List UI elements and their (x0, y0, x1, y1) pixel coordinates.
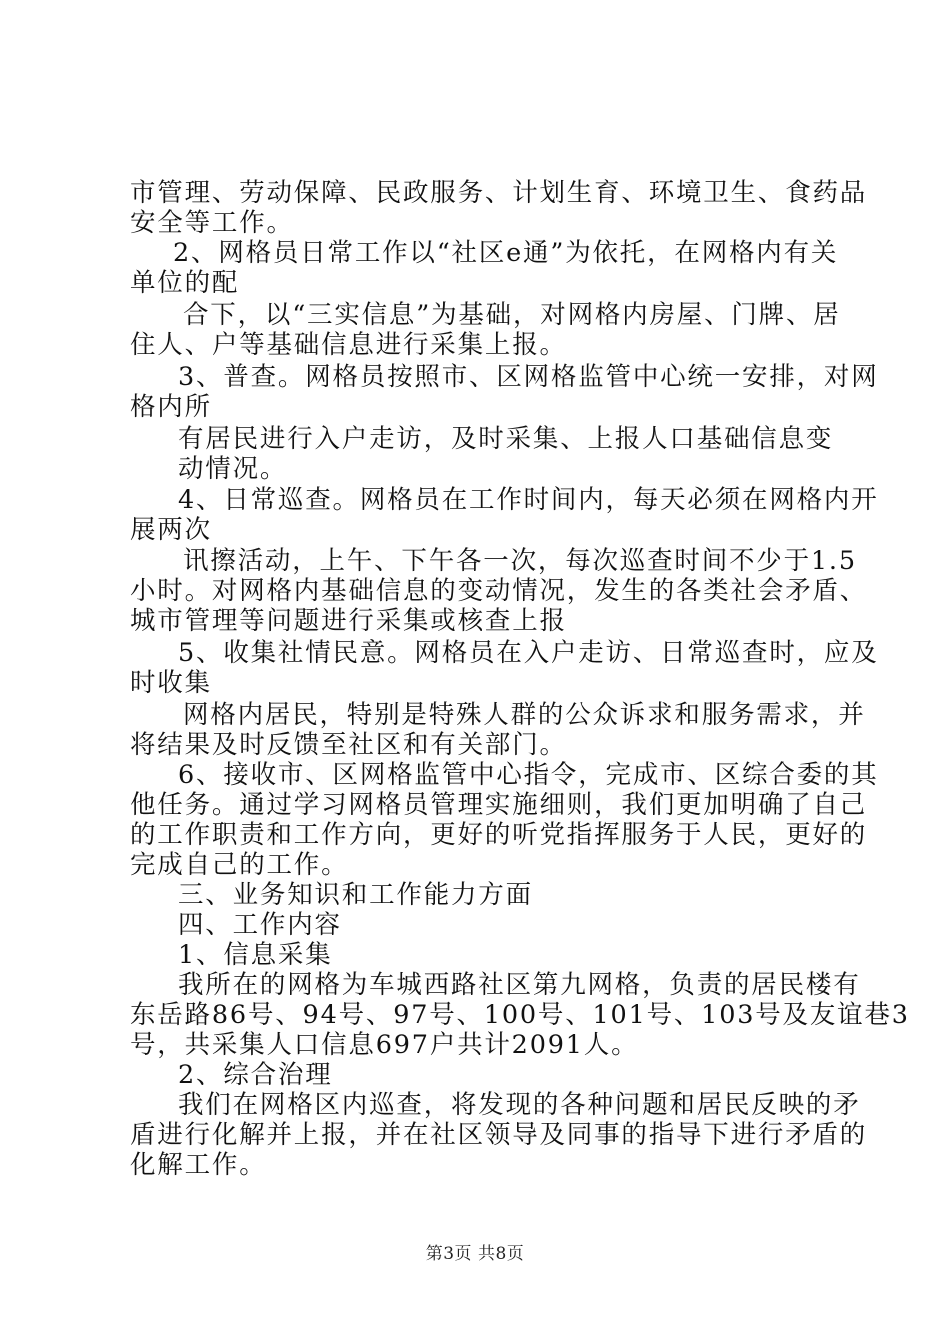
text-line-5: 合下，以“三实信息”为基础，对网格内房屋、门牌、居 (183, 300, 841, 330)
section-heading-3: 三、业务知识和工作能力方面 (178, 880, 533, 910)
text-line-11: 4、日常巡查。网格员在工作时间内，每天必须在网格内开 (178, 485, 879, 515)
text-line-21: 他任务。通过学习网格员管理实施细则，我们更加明确了自己 (130, 790, 868, 820)
section-heading-4: 四、工作内容 (178, 910, 342, 940)
text-line-19: 将结果及时反馈至社区和有关部门。 (130, 730, 567, 760)
text-line-17: 时收集 (130, 668, 212, 698)
text-line-7: 3、普查。网格员按照市、区网格监管中心统一安排，对网 (178, 362, 879, 392)
page-number-footer: 第3页 共8页 (425, 1244, 525, 1264)
text-line-16: 5、收集社情民意。网格员在入户走访、日常巡查时，应及 (178, 638, 879, 668)
text-line-20: 6、接收市、区网格监管中心指令，完成市、区综合委的其 (178, 760, 879, 790)
text-line-32: 盾进行化解并上报，并在社区领导及同事的指导下进行矛盾的 (130, 1120, 868, 1150)
text-line-1: 市管理、劳动保障、民政服务、计划生育、环境卫生、食药品 (130, 178, 868, 208)
text-line-10: 动情况。 (178, 454, 288, 484)
text-line-27: 我所在的网格为车城西路社区第九网格，负责的居民楼有 (178, 970, 861, 1000)
text-line-22: 的工作职责和工作方向，更好的听党指挥服务于人民，更好的 (130, 820, 868, 850)
text-line-29: 号，共采集人口信息697户共计2091人。 (130, 1030, 639, 1060)
text-line-18: 网格内居民，特别是特殊人群的公众诉求和服务需求，并 (183, 700, 866, 730)
text-line-12: 展两次 (130, 515, 212, 545)
text-line-8: 格内所 (130, 392, 212, 422)
text-line-31: 我们在网格区内巡查，将发现的各种问题和居民反映的矛 (178, 1090, 861, 1120)
subheading-governance: 2、综合治理 (178, 1060, 333, 1090)
text-line-2: 安全等工作。 (130, 208, 294, 238)
text-line-15: 城市管理等问题进行采集或核查上报 (130, 606, 567, 636)
text-line-33: 化解工作。 (130, 1150, 267, 1180)
text-line-3: 2、网格员日常工作以“社区e通”为依托，在网格内有关 (173, 238, 839, 268)
text-line-28: 东岳路86号、94号、97号、100号、101号、103号及友谊巷3 (130, 1000, 910, 1030)
text-line-9: 有居民进行入户走访，及时采集、上报人口基础信息变 (178, 424, 834, 454)
text-line-6: 住人、户等基础信息进行采集上报。 (130, 330, 567, 360)
text-line-13: 讯擦活动，上午、下午各一次，每次巡查时间不少于1.5 (183, 546, 857, 576)
subheading-info-collection: 1、信息采集 (178, 940, 333, 970)
text-line-23: 完成自己的工作。 (130, 850, 349, 880)
text-line-14: 小时。对网格内基础信息的变动情况，发生的各类社会矛盾、 (130, 576, 868, 606)
text-line-4: 单位的配 (130, 268, 240, 298)
